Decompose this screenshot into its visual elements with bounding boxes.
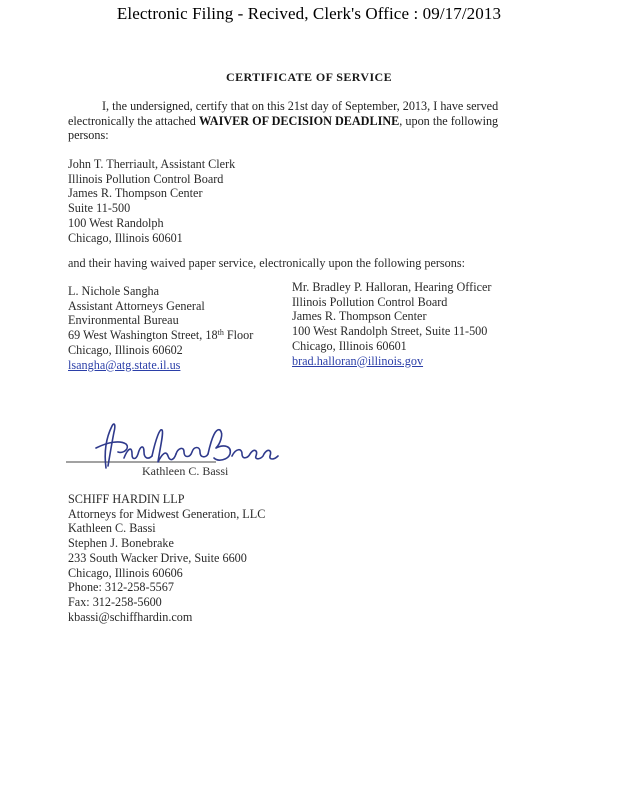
- address-line: Illinois Pollution Control Board: [68, 171, 224, 186]
- law-firm-block: [68, 492, 265, 624]
- street-ordinal: th: [217, 328, 224, 338]
- street-main: 69 West Washington Street, 18: [68, 328, 218, 343]
- firm-role: Attorneys for Midwest Generation, LLC: [68, 506, 266, 521]
- attorney-name: Kathleen C. Bassi: [68, 521, 156, 536]
- intro-text-part2: , upon the following persons:: [68, 113, 499, 142]
- firm-email: kbassi@schiffhardin.com: [68, 609, 193, 624]
- address-line: Chicago, Illinois 60601: [68, 230, 183, 245]
- recipient-right-address: [292, 280, 491, 368]
- signature-stroke: [96, 424, 278, 468]
- firm-street: 233 South Wacker Drive, Suite 6600: [68, 550, 247, 565]
- firm-city: Chicago, Illinois 60606: [68, 565, 183, 580]
- signer-printed-name: Kathleen C. Bassi: [142, 464, 229, 478]
- recipient-name: Mr. Bradley P. Halloran, Hearing Officer: [292, 280, 492, 294]
- address-line: John T. Therriault, Assistant Clerk: [68, 157, 236, 171]
- recipient-city: Chicago, Illinois 60602: [68, 342, 183, 357]
- attorney-name: Stephen J. Bonebrake: [68, 536, 174, 551]
- waived-service-line: and their having waived paper service, electronically upon the following persons:: [68, 256, 465, 270]
- recipient-street: 100 West Randolph Street, Suite 11-500: [292, 324, 488, 339]
- recipient-email-link[interactable]: brad.halloran@illinois.gov: [292, 353, 424, 368]
- document-title: CERTIFICATE OF SERVICE: [226, 70, 392, 84]
- firm-name: SCHIFF HARDIN LLP: [68, 492, 185, 506]
- firm-phone: Phone: 312-258-5567: [68, 580, 174, 595]
- intro-text-part1: I, the undersigned, certify that on this 21st day of September, 2013, I have served electronically the attached: [68, 99, 499, 128]
- recipient-city: Chicago, Illinois 60601: [292, 338, 407, 353]
- intro-document-name: WAIVER OF DECISION DEADLINE: [198, 113, 400, 128]
- address-line: 100 West Randolph: [68, 215, 164, 230]
- street-floor: Floor: [223, 328, 254, 343]
- recipient-org: Illinois Pollution Control Board: [292, 294, 448, 309]
- certification-paragraph: [68, 99, 508, 143]
- recipient-name: L. Nichole Sangha: [68, 284, 160, 298]
- address-line: Suite 11-500: [68, 201, 131, 216]
- recipient-street: [68, 328, 253, 343]
- recipient-building: James R. Thompson Center: [292, 309, 427, 324]
- recipient-email-link[interactable]: lsangha@atg.state.il.us: [68, 357, 181, 372]
- address-line: James R. Thompson Center: [68, 186, 203, 201]
- recipient-bureau: Environmental Bureau: [68, 313, 179, 328]
- filing-stamp-header: Electronic Filing - Recived, Clerk's Office : 09/17/2013: [116, 4, 502, 23]
- firm-fax: Fax: 312-258-5600: [68, 594, 162, 609]
- recipient-title: Assistant Attorneys General: [68, 298, 205, 313]
- primary-recipient-address: [68, 157, 235, 245]
- recipient-left-address: [68, 284, 253, 372]
